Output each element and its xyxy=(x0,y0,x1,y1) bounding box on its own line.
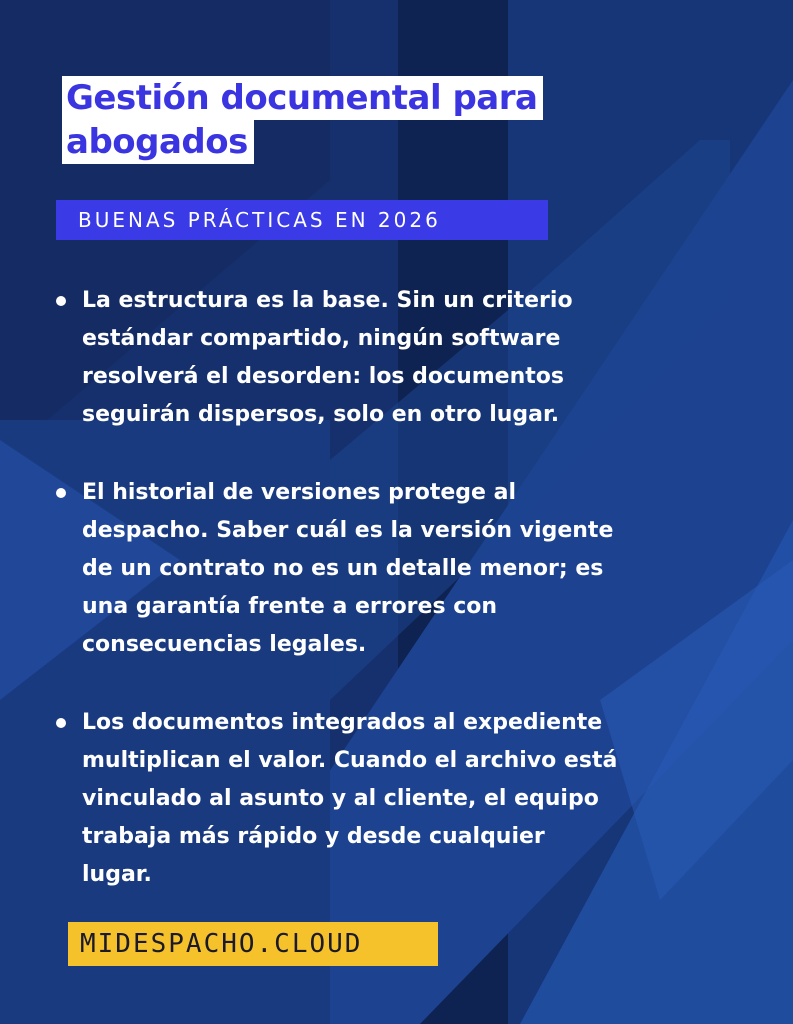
title-line-2: abogados xyxy=(62,120,254,164)
bullet-dot-icon xyxy=(56,296,66,306)
bullet-dot-icon xyxy=(56,718,66,728)
bullet-line: El historial de versiones protege al xyxy=(82,480,516,505)
bullet-line: estándar compartido, ningún software xyxy=(82,326,561,351)
bullet-line: resolverá el desorden: los documentos xyxy=(82,364,564,389)
list-item xyxy=(52,474,742,664)
bullet-dot-icon xyxy=(56,488,66,498)
list-item xyxy=(52,282,742,434)
bullet-line: trabaja más rápido y desde cualquier xyxy=(82,824,545,849)
practice-list xyxy=(52,282,742,934)
page-title xyxy=(62,76,562,164)
brand-link[interactable]: MIDESPACHO.CLOUD xyxy=(68,922,438,966)
bullet-line: La estructura es la base. Sin un criterio xyxy=(82,288,573,313)
list-item xyxy=(52,704,742,894)
bullet-line: una garantía frente a errores con xyxy=(82,594,498,619)
bullet-line: vinculado al asunto y al cliente, el equipo xyxy=(82,786,599,811)
bullet-line: lugar. xyxy=(82,862,152,887)
bullet-line: consecuencias legales. xyxy=(82,632,367,657)
bullet-line: despacho. Saber cuál es la versión vigente xyxy=(82,518,614,543)
subtitle-banner: BUENAS PRÁCTICAS EN 2026 xyxy=(56,200,548,240)
bullet-line: multiplican el valor. Cuando el archivo está xyxy=(82,748,618,773)
bullet-line: seguirán dispersos, solo en otro lugar. xyxy=(82,402,560,427)
bullet-line: Los documentos integrados al expediente xyxy=(82,710,603,735)
bullet-line: de un contrato no es un detalle menor; es xyxy=(82,556,604,581)
title-line-1: Gestión documental para xyxy=(62,76,543,120)
